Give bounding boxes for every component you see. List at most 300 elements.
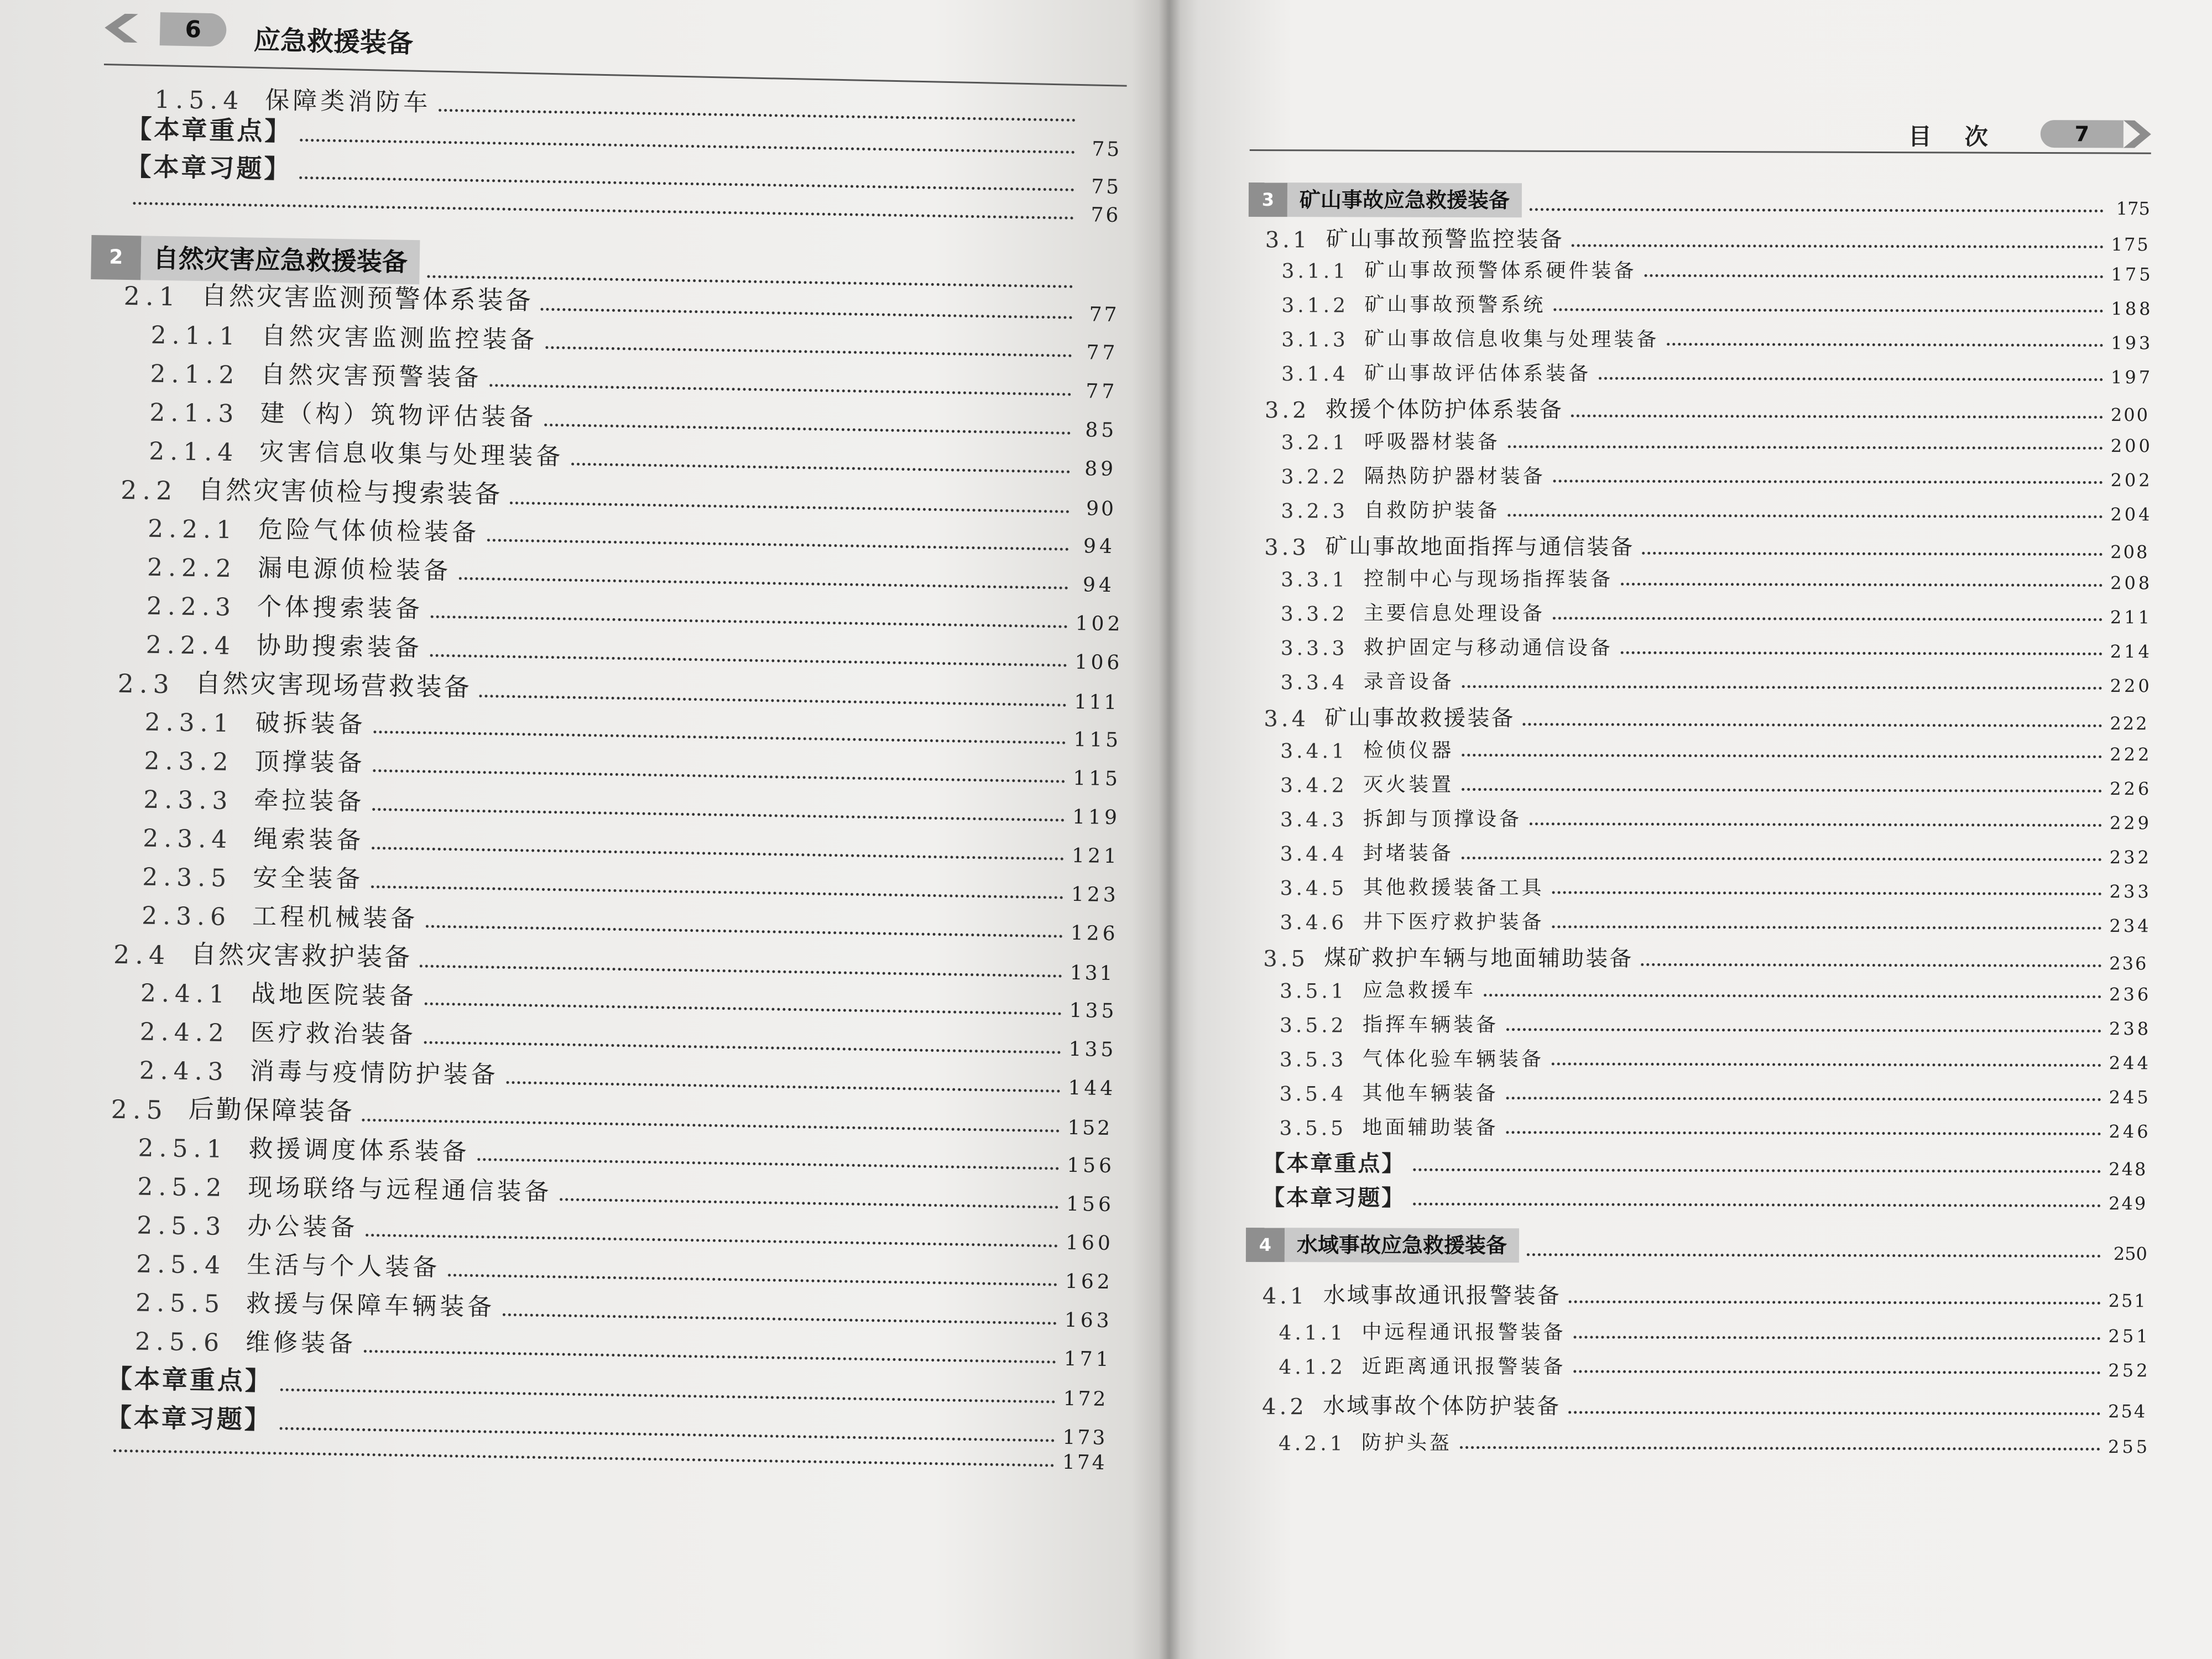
chapter-heading xyxy=(1246,1228,2147,1264)
dot-leader xyxy=(430,654,1067,667)
entry-title: 煤矿救护车辆与地面辅助装备 xyxy=(1324,945,1634,972)
toc-entry xyxy=(1281,323,2153,354)
dot-leader xyxy=(366,1234,1058,1248)
page-ref: 175 xyxy=(2111,234,2150,255)
entry-number: 3.5.3 xyxy=(1279,1048,1347,1072)
toc-entry xyxy=(1265,392,2150,425)
entry-title: 矿山事故预警体系硬件装备 xyxy=(1364,259,1637,283)
entry-number: 3.3.2 xyxy=(1280,603,1348,626)
dot-leader xyxy=(1530,822,2102,827)
dot-leader xyxy=(299,176,1074,191)
entry-number: 3.5.1 xyxy=(1280,980,1347,1003)
entry-number: 2.4 xyxy=(113,939,171,971)
entry-title: 自然灾害现场营救装备 xyxy=(195,668,472,702)
page-ref: 77 xyxy=(1086,380,1118,404)
chapter-number: 4 xyxy=(1246,1228,1285,1262)
entry-title: 矿山事故信息收集与处理装备 xyxy=(1364,327,1660,351)
entry-number: 2.4.1 xyxy=(140,979,231,1009)
entry-title: 自然灾害预警装备 xyxy=(260,360,482,393)
entry-title: 矿山事故地面指挥与通信装备 xyxy=(1325,534,1635,560)
dot-leader xyxy=(372,847,1064,860)
entry-title: 工程机械装备 xyxy=(252,902,419,933)
entry-title: 医疗救治装备 xyxy=(250,1018,417,1050)
dot-leader xyxy=(431,615,1068,628)
page-ref: 123 xyxy=(1071,883,1120,907)
dot-leader xyxy=(1413,1168,2101,1173)
page-ref: 250 xyxy=(2113,1243,2147,1265)
chapter-title: 水域事故应急救援装备 xyxy=(1285,1228,1519,1262)
dot-leader xyxy=(371,885,1063,899)
page-ref: 251 xyxy=(2108,1326,2151,1347)
dot-leader xyxy=(489,384,1071,396)
entry-title: 控制中心与现场指挥装备 xyxy=(1364,567,1614,591)
running-title: 应急救援装备 xyxy=(253,24,414,59)
entry-number: 4.2.1 xyxy=(1278,1432,1346,1455)
running-title: 目次 xyxy=(1908,123,2021,150)
entry-title: 救援调度体系装备 xyxy=(248,1134,470,1166)
dot-leader xyxy=(1642,552,2103,556)
entry-number: 2.5 xyxy=(111,1094,169,1125)
page-ref: 115 xyxy=(1073,728,1122,752)
entry-number: 3.3 xyxy=(1264,535,1310,561)
toc-entry xyxy=(1264,529,2149,562)
book-gutter xyxy=(1159,0,1181,1659)
entry-title: 地面辅助装备 xyxy=(1362,1116,1499,1140)
page-number: 7 xyxy=(2041,120,2124,148)
toc-entry xyxy=(1264,700,2148,734)
entry-title: 维修装备 xyxy=(245,1328,357,1358)
entry-number: 3.4.6 xyxy=(1280,911,1348,935)
page-ref: 172 xyxy=(1063,1387,1108,1411)
entry-title: 后勤保障装备 xyxy=(188,1093,355,1126)
entry-number: 2.3.4 xyxy=(142,824,233,854)
entry-title: 战地医院装备 xyxy=(251,979,418,1011)
toc-entry xyxy=(1262,1388,2147,1422)
toc-entry xyxy=(1262,1180,2147,1214)
entry-number: 3.2.2 xyxy=(1281,466,1349,489)
dot-leader xyxy=(1621,651,2103,655)
entry-number: 3.5.4 xyxy=(1279,1083,1347,1106)
dot-leader xyxy=(133,202,1074,220)
dot-leader xyxy=(426,925,1063,938)
toc-entry xyxy=(1279,1077,2151,1108)
entry-number: 4.1 xyxy=(1262,1284,1308,1310)
dot-leader xyxy=(448,1274,1057,1286)
entry-title: 气体化验车辆装备 xyxy=(1362,1047,1544,1071)
entry-title: 绳索装备 xyxy=(253,825,364,855)
dot-leader xyxy=(1462,857,2102,861)
dot-leader xyxy=(540,308,1072,319)
entry-title: 矿山事故预警系统 xyxy=(1364,293,1546,317)
page-ref: 102 xyxy=(1075,612,1124,636)
entry-number: 3.5.2 xyxy=(1279,1014,1347,1037)
toc-entry xyxy=(1281,357,2153,388)
entry-title: 保障类消防车 xyxy=(264,86,431,117)
chapter-heading xyxy=(1249,182,2150,219)
toc-entry xyxy=(1263,940,2148,974)
page-ref: 175 xyxy=(2111,264,2153,285)
page-ref: 175 xyxy=(2116,198,2150,220)
right-toc xyxy=(1245,182,2153,1523)
page-number-badge xyxy=(105,11,232,47)
toc-entry xyxy=(1281,563,2153,594)
dot-leader xyxy=(1667,343,2103,347)
dot-leader xyxy=(1552,1062,2101,1067)
page-ref: 152 xyxy=(1067,1116,1113,1140)
entry-number: 3.1.1 xyxy=(1281,260,1349,283)
entry-title: 封堵装备 xyxy=(1363,842,1454,865)
dot-leader xyxy=(1522,723,2102,727)
entry-title: 救援与保障车辆装备 xyxy=(246,1289,495,1322)
entry-number: 2.5.6 xyxy=(134,1327,225,1357)
entry-number: 3.3.1 xyxy=(1281,568,1348,592)
entry-title: 牵拉装备 xyxy=(254,786,365,816)
toc-entry xyxy=(1279,1009,2152,1040)
entry-number: 2.2 xyxy=(120,474,178,506)
entry-title: 水域事故个体防护装备 xyxy=(1323,1393,1561,1420)
page-ref: 106 xyxy=(1074,650,1123,675)
entry-number: 2.4.3 xyxy=(139,1056,229,1087)
page-ref: 144 xyxy=(1068,1076,1117,1100)
chapter-review-label: 【本章重点】 xyxy=(1262,1150,1406,1177)
dot-leader xyxy=(1527,1253,2101,1258)
dot-leader xyxy=(1506,1097,2101,1101)
entry-number: 2.2.1 xyxy=(147,514,238,545)
page-ref: 94 xyxy=(1083,535,1116,559)
dot-leader xyxy=(1573,1370,2100,1374)
toc-entry xyxy=(1280,906,2152,937)
dot-leader xyxy=(364,1350,1056,1364)
entry-title: 矿山事故评估体系装备 xyxy=(1364,362,1592,385)
dot-leader xyxy=(1574,1336,2101,1340)
entry-title: 指挥车辆装备 xyxy=(1362,1013,1499,1037)
entry-number: 2.1.1 xyxy=(150,321,241,351)
page-ref: 89 xyxy=(1084,457,1117,481)
dot-leader xyxy=(1569,1301,2101,1305)
dot-leader xyxy=(1572,244,2104,249)
entry-number: 3.3.4 xyxy=(1280,671,1348,695)
dot-leader xyxy=(280,1427,1055,1442)
page-ref: 211 xyxy=(2110,607,2153,628)
chapter-number: 3 xyxy=(1249,182,1287,217)
entry-title: 中远程通讯报警装备 xyxy=(1361,1321,1566,1344)
toc-entry xyxy=(1278,1427,2151,1458)
dot-leader xyxy=(477,1158,1059,1170)
chapter-number: 2 xyxy=(91,235,141,280)
entry-number: 2.4.2 xyxy=(139,1018,230,1048)
page-ref: 254 xyxy=(2108,1401,2147,1422)
page-ref: 200 xyxy=(2110,404,2150,426)
dot-leader xyxy=(425,1003,1062,1015)
page-ref: 77 xyxy=(1089,303,1119,327)
entry-title: 救援个体防护体系装备 xyxy=(1325,397,1563,423)
toc-entry xyxy=(1280,974,2152,1005)
page-ref: 252 xyxy=(2108,1360,2151,1381)
page-ref: 160 xyxy=(1065,1231,1114,1255)
page-ref: 251 xyxy=(2108,1290,2147,1312)
dot-leader xyxy=(113,1449,1055,1467)
entry-number: 3.1.4 xyxy=(1281,363,1349,386)
page-ref: 245 xyxy=(2109,1087,2151,1108)
page-ref: 156 xyxy=(1066,1192,1115,1217)
page-ref: 111 xyxy=(1074,690,1119,714)
entry-title: 井下医疗救护装备 xyxy=(1363,910,1545,934)
entry-number: 3.2.3 xyxy=(1281,500,1349,523)
entry-number: 3.4.1 xyxy=(1280,740,1348,763)
page-ref: 119 xyxy=(1072,805,1121,830)
dot-leader xyxy=(1641,963,2101,967)
dot-leader xyxy=(560,1198,1058,1208)
page-ref: 249 xyxy=(2109,1193,2148,1214)
chapter-review-label: 【本章习题】 xyxy=(106,1402,273,1435)
entry-number: 2.1.4 xyxy=(148,437,239,467)
chapter-title: 自然灾害应急救援装备 xyxy=(140,236,420,284)
dot-leader xyxy=(1462,685,2103,690)
page-ref: 226 xyxy=(2110,778,2152,800)
entry-number: 2.2.4 xyxy=(145,630,236,661)
page-ref: 77 xyxy=(1086,341,1119,365)
entry-title: 消毒与疫情防护装备 xyxy=(249,1057,499,1089)
toc-entry xyxy=(1281,494,2153,525)
page-ref: 234 xyxy=(2109,915,2152,937)
double-arrow-right-icon xyxy=(2124,121,2151,148)
entry-title: 安全装备 xyxy=(252,863,364,894)
entry-title: 顶撑装备 xyxy=(254,747,366,778)
page-ref: 135 xyxy=(1068,1037,1117,1062)
dot-leader xyxy=(1621,583,2103,587)
toc-entry xyxy=(1280,597,2153,628)
entry-title: 灭火装置 xyxy=(1363,773,1454,796)
entry-number: 3.2 xyxy=(1264,398,1310,424)
page-ref: 236 xyxy=(2109,953,2148,974)
chapter-title: 矿山事故应急救援装备 xyxy=(1287,182,1522,217)
entry-number: 3.4.2 xyxy=(1280,774,1348,797)
entry-title: 个体搜索装备 xyxy=(257,592,424,624)
entry-title: 协助搜索装备 xyxy=(256,631,423,662)
entry-title: 自然灾害侦检与搜索装备 xyxy=(197,474,503,509)
page-ref: 200 xyxy=(2110,435,2153,457)
left-toc xyxy=(71,77,1123,1531)
entry-title: 防护头盔 xyxy=(1361,1431,1453,1454)
entry-title: 危险气体侦检装备 xyxy=(258,515,480,547)
dot-leader xyxy=(1553,308,2103,312)
dot-leader xyxy=(420,964,1062,977)
toc-entry xyxy=(1280,734,2152,765)
entry-number: 3.5 xyxy=(1263,946,1309,972)
entry-title: 其他救援装备工具 xyxy=(1363,876,1545,900)
entry-title: 自救防护装备 xyxy=(1364,499,1500,523)
chapter-review-label: 【本章重点】 xyxy=(106,1363,273,1396)
entry-title: 矿山事故预警监控装备 xyxy=(1326,226,1564,253)
toc-entry xyxy=(1279,1043,2151,1074)
entry-title: 近距离通讯报警装备 xyxy=(1361,1355,1566,1379)
entry-number: 2.1 xyxy=(123,280,181,312)
entry-title: 矿山事故救援装备 xyxy=(1324,705,1515,732)
dot-leader xyxy=(373,769,1065,783)
toc-entry xyxy=(1281,460,2153,491)
dot-leader xyxy=(1552,925,2101,930)
entry-number: 2.2.3 xyxy=(146,592,237,622)
dot-leader xyxy=(1645,274,2104,278)
entry-title: 拆卸与顶撑设备 xyxy=(1363,807,1522,831)
dot-leader xyxy=(544,424,1071,435)
dot-leader xyxy=(571,463,1070,473)
page-ref: 131 xyxy=(1070,961,1115,985)
page-ref: 121 xyxy=(1071,844,1120,868)
toc-entry xyxy=(1279,1350,2151,1381)
page-ref: 193 xyxy=(2111,332,2153,354)
toc-entry xyxy=(1262,1146,2147,1180)
entry-title: 生活与个人装备 xyxy=(246,1250,441,1282)
entry-number: 1.5.4 xyxy=(154,85,244,116)
entry-number: 4.2 xyxy=(1262,1394,1307,1420)
entry-title: 救护固定与移动通信设备 xyxy=(1363,636,1613,660)
chapter-review-label: 【本章习题】 xyxy=(1262,1185,1406,1211)
entry-number: 3.4.3 xyxy=(1280,808,1348,832)
entry-number: 2.3.6 xyxy=(141,901,232,932)
entry-title: 录音设备 xyxy=(1363,670,1454,693)
entry-title: 自然灾害救护装备 xyxy=(190,938,413,973)
dot-leader xyxy=(373,731,1066,744)
page-ref: 173 xyxy=(1062,1426,1108,1450)
entry-number: 3.3.3 xyxy=(1280,637,1348,660)
chapter-review-label: 【本章重点】 xyxy=(126,113,293,147)
entry-number: 2.2.2 xyxy=(147,553,237,583)
dot-leader xyxy=(1552,891,2102,895)
entry-title: 漏电源侦检装备 xyxy=(257,554,452,586)
entry-number: 3.1.2 xyxy=(1281,294,1349,317)
dot-leader xyxy=(1571,415,2103,419)
entry-number: 2.1.2 xyxy=(150,359,240,390)
dot-leader xyxy=(1506,1131,2101,1135)
page-ref: 197 xyxy=(2111,367,2153,388)
entry-number: 2.5.5 xyxy=(135,1288,226,1318)
toc-entry xyxy=(1281,289,2153,320)
entry-number: 2.1.3 xyxy=(149,398,239,429)
page-ref: 208 xyxy=(2110,541,2150,563)
entry-number: 3.5.5 xyxy=(1279,1117,1347,1140)
entry-title: 主要信息处理设备 xyxy=(1363,602,1546,625)
page-ref: 171 xyxy=(1063,1347,1112,1371)
entry-title: 水域事故通讯报警装备 xyxy=(1323,1282,1561,1309)
toc-entry xyxy=(1280,632,2152,662)
entry-number: 3.1.3 xyxy=(1281,328,1349,352)
page-ref: 162 xyxy=(1065,1270,1114,1294)
entry-number: 3.4.4 xyxy=(1280,843,1348,866)
dot-leader xyxy=(1553,479,2103,484)
page-ref: 94 xyxy=(1082,573,1115,597)
dot-leader xyxy=(503,1313,1057,1325)
entry-title: 应急救援车 xyxy=(1363,979,1477,1003)
toc-entry xyxy=(1280,872,2152,902)
entry-number: 2.3 xyxy=(117,668,175,700)
toc-entry xyxy=(1280,803,2152,834)
entry-number: 2.3.2 xyxy=(144,747,234,777)
dot-leader xyxy=(280,1389,1056,1404)
page-ref: 246 xyxy=(2109,1121,2151,1142)
dot-leader xyxy=(372,808,1065,822)
toc-entry xyxy=(1280,769,2152,800)
page-ref: 204 xyxy=(2110,504,2153,525)
toc-entry xyxy=(1279,1112,2151,1142)
page-ref: 255 xyxy=(2107,1436,2151,1458)
toc-entry xyxy=(1281,426,2153,457)
entry-number: 3.4 xyxy=(1264,706,1310,732)
dot-leader xyxy=(1507,514,2103,518)
page-ref: 233 xyxy=(2109,881,2152,902)
entry-number: 3.4.5 xyxy=(1280,877,1348,900)
dot-leader xyxy=(507,1081,1061,1093)
toc-entry xyxy=(1281,254,2153,285)
dot-leader xyxy=(1553,617,2103,621)
entry-title: 自然灾害监测监控装备 xyxy=(261,321,539,354)
dot-leader xyxy=(1413,1203,2101,1207)
entry-title: 检侦仪器 xyxy=(1363,739,1454,762)
toc-entry xyxy=(1279,1316,2151,1347)
page-ref: 208 xyxy=(2110,572,2153,594)
toc-entry xyxy=(1280,666,2152,697)
entry-title: 自然灾害监测预警体系装备 xyxy=(201,280,534,316)
page-ref: 75 xyxy=(1092,138,1122,161)
page-ref: 188 xyxy=(2111,298,2153,320)
entry-title: 建（构）筑物评估装备 xyxy=(260,399,537,432)
entry-number: 2.5.3 xyxy=(137,1211,227,1241)
dot-leader xyxy=(479,695,1066,707)
page-ref: 222 xyxy=(2110,713,2149,734)
dot-leader xyxy=(1484,994,2101,998)
page-ref: 135 xyxy=(1069,999,1118,1023)
entry-number: 4.1.1 xyxy=(1279,1322,1347,1345)
dot-leader xyxy=(487,539,1069,551)
page-ref: 76 xyxy=(1091,204,1121,227)
toc-entry xyxy=(1262,1277,2147,1311)
page-ref: 248 xyxy=(2109,1159,2148,1180)
dot-leader xyxy=(459,577,1068,589)
entry-title: 其他车辆装备 xyxy=(1362,1082,1499,1105)
page-number-badge xyxy=(2041,120,2151,148)
entry-title: 办公装备 xyxy=(247,1212,358,1242)
entry-title: 现场联络与远程通信装备 xyxy=(248,1173,552,1207)
page-ref: 238 xyxy=(2109,1018,2152,1040)
page-number: 6 xyxy=(160,12,227,46)
dot-leader xyxy=(362,1119,1060,1133)
page-ref: 156 xyxy=(1066,1154,1115,1178)
toc-entry xyxy=(1265,221,2150,255)
dot-leader xyxy=(1530,208,2104,212)
dot-leader xyxy=(424,1041,1061,1054)
dot-leader xyxy=(1460,1446,2100,1451)
page-ref: 126 xyxy=(1070,921,1119,946)
entry-title: 破拆装备 xyxy=(255,708,367,739)
entry-number: 2.3.3 xyxy=(143,785,233,816)
entry-number: 2.3.5 xyxy=(142,863,232,893)
page-ref: 220 xyxy=(2110,675,2152,697)
entry-number: 4.1.2 xyxy=(1279,1356,1347,1379)
dot-leader xyxy=(1599,377,2103,381)
entry-title: 隔热防护器材装备 xyxy=(1364,465,1546,488)
page-ref: 222 xyxy=(2110,744,2152,765)
entry-number: 2.5.4 xyxy=(135,1250,226,1280)
chapter-review-label: 【本章习题】 xyxy=(126,151,292,184)
entry-title: 灾害信息收集与处理装备 xyxy=(259,437,564,471)
page-ref: 236 xyxy=(2109,984,2152,1005)
page-ref: 90 xyxy=(1086,497,1117,521)
page-ref: 85 xyxy=(1085,419,1118,442)
dot-leader xyxy=(1462,788,2102,792)
dot-leader xyxy=(1506,1028,2101,1032)
page-ref: 163 xyxy=(1064,1308,1113,1333)
dot-leader xyxy=(545,346,1072,357)
